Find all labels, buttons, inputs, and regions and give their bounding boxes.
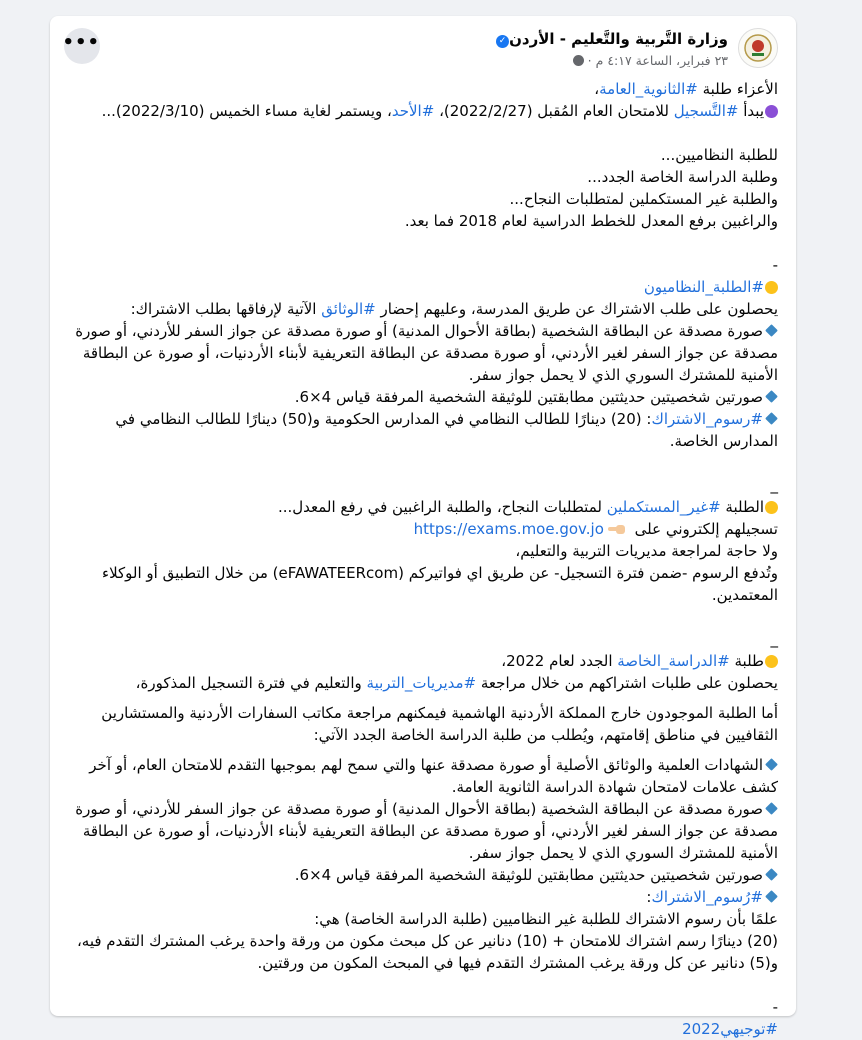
- hashtag-link[interactable]: #الطلبة_النظاميون: [643, 278, 764, 296]
- text-line: للطلبة النظاميين...: [660, 146, 778, 164]
- registration-line: [68, 100, 778, 122]
- section-heading: [68, 276, 778, 298]
- blue-diamond-icon: [765, 758, 778, 771]
- hashtag-link[interactable]: #مديريات_التربية: [366, 674, 477, 692]
- more-options-button[interactable]: •••: [64, 28, 100, 64]
- post-header: [50, 28, 796, 78]
- text: :: [646, 888, 652, 906]
- page-avatar[interactable]: [738, 28, 778, 68]
- text: الشهادات العلمية والوثائق الأصلية أو صورة مصدقة عنها والتي سمح لهم بموجبها التقدم للامتحان العام، أو آخر كشف علامات لامتحان شهادة الدراسة الثانوية العامة.: [89, 756, 778, 796]
- text-line: [68, 298, 778, 320]
- text: لمتطلبات النجاح، والطلبة الراغبين في رفع المعدل...: [277, 498, 607, 516]
- greeting-line: [68, 78, 778, 100]
- text-line: [68, 518, 778, 540]
- text: الطلبة: [720, 498, 764, 516]
- blue-diamond-icon: [765, 802, 778, 815]
- text-line: [68, 1018, 778, 1040]
- blue-diamond-icon: [765, 868, 778, 881]
- bullet-item: [68, 886, 778, 908]
- blue-diamond-icon: [765, 390, 778, 403]
- text: الأعزاء طلبة: [697, 80, 778, 98]
- globe-icon: [573, 55, 584, 66]
- post-body: [68, 78, 778, 1040]
- hashtag-link[interactable]: #رسوم_الاشتراك: [651, 410, 763, 428]
- page-name-text[interactable]: وزارة التَّربية والتَّعليم - الأردن: [509, 30, 728, 48]
- separator: -: [772, 256, 778, 274]
- text: طلبة: [729, 652, 764, 670]
- text-line: والطلبة غير المستكملين لمتطلبات النجاح...: [509, 190, 778, 208]
- blue-diamond-icon: [765, 324, 778, 337]
- yellow-circle-icon: [765, 501, 778, 514]
- page-name[interactable]: [491, 30, 728, 48]
- section-heading: [68, 650, 778, 672]
- hashtag-link[interactable]: #الأحد: [391, 102, 435, 120]
- text: ، ويستمر لغاية مساء الخميس (2022/3/10)...: [101, 102, 392, 120]
- text: صورة مصدقة عن البطاقة الشخصية (بطاقة الأحوال المدنية) أو صورة مصدقة عن جواز السفر للأردني، أو صورة مصدقة عن جواز السفر لغير الأردني، أو صورة مصدقة عن البطاقة التعريفية لأبناء الأردنيات، أو صورة عن البطاقة الأمنية للمشترك السوري الذي لا يحمل جواز سفر.: [75, 322, 778, 384]
- text: صورتين شخصيتين حديثتين مطابقتين للوثيقة الشخصية المرفقة قياس 4×6.: [294, 388, 763, 406]
- purple-circle-icon: [765, 105, 778, 118]
- text: صورة مصدقة عن البطاقة الشخصية (بطاقة الأحوال المدنية) أو صورة مصدقة عن جواز السفر للأردني، أو صورة مصدقة عن جواز السفر لغير الأردني، أو صورة مصدقة عن البطاقة التعريفية لأبناء الأردنيات، أو صورة عن البطاقة الأمنية للمشترك السوري الذي لا يحمل جواز سفر.: [75, 800, 778, 862]
- text: الجدد لعام 2022،: [501, 652, 618, 670]
- text: للامتحان العام المُقبل (2022/2/27)،: [434, 102, 674, 120]
- separator: -: [772, 998, 778, 1016]
- hashtag-link[interactable]: #التَّسجيل: [673, 102, 739, 120]
- pointing-hand-icon: [608, 523, 626, 535]
- text-line: علمًا بأن رسوم الاشتراك للطلبة غير النظاميين (طلبة الدراسة الخاصة) هي:: [314, 910, 778, 928]
- exam-portal-link[interactable]: https://exams.moe.gov.jo: [413, 520, 604, 538]
- text-line: (20) دينارًا رسم اشتراك للامتحان + (10) دنانير عن كل مبحث مكون من ورقة واحدة يرغب المشترك التقدم فيه، و(5) دنانير عن كل ورقة يرغب المشترك التقدم فيها في المبحث المكون من ورقتين.: [76, 932, 778, 972]
- post-meta: [569, 53, 728, 68]
- bullet-item: [68, 754, 778, 798]
- hashtag-link[interactable]: #الثانوية_العامة: [599, 80, 698, 98]
- text: الآتية لإرفاقها بطلب الاشتراك:: [130, 300, 322, 318]
- separator: _: [770, 476, 778, 494]
- section-heading: [68, 496, 778, 518]
- blue-diamond-icon: [765, 412, 778, 425]
- text-line: والراغبين برفع المعدل للخطط الدراسية لعام 2018 فما بعد.: [404, 212, 778, 230]
- text: : (20) دينارًا للطالب النظامي في المدارس الحكومية و(50) دينارًا للطالب النظامي في المدارس الخاصة.: [115, 410, 778, 450]
- text-line: [68, 672, 778, 694]
- text: ،: [594, 80, 600, 98]
- text: صورتين شخصيتين حديثتين مطابقتين للوثيقة الشخصية المرفقة قياس 4×6.: [294, 866, 763, 884]
- text-line: أما الطلبة الموجودون خارج المملكة الأردنية الهاشمية فيمكنهم مراجعة مكاتب السفارات الأردنية والمستشارين الثقافيين في مناطق إقامتهم، ويُطلب من طلبة الدراسة الخاصة الجدد الآتي:: [101, 704, 778, 744]
- text-line: ولا حاجة لمراجعة مديريات التربية والتعليم،: [515, 542, 778, 560]
- hashtag-link[interactable]: #توجيهي2022: [682, 1020, 778, 1038]
- bullet-item: [68, 864, 778, 886]
- text: يحصلون على طلبات اشتراكهم من خلال مراجعة: [476, 674, 778, 692]
- hashtag-link[interactable]: #الدراسة_الخاصة: [617, 652, 730, 670]
- text-line: وتُدفع الرسوم -ضمن فترة التسجيل- عن طريق اي فواتيركم (eFAWATEERcom) من خلال التطبيق أو الوكلاء المعتمدين.: [102, 564, 778, 604]
- text: والتعليم في فترة التسجيل المذكورة،: [135, 674, 367, 692]
- hashtag-link[interactable]: #الوثائق: [321, 300, 376, 318]
- yellow-circle-icon: [765, 281, 778, 294]
- post-card: [50, 16, 796, 1038]
- meta-dot: ·: [587, 53, 592, 68]
- text: يحصلون على طلب الاشتراك عن طريق المدرسة، وعليهم إحضار: [375, 300, 778, 318]
- bullet-item: [68, 408, 778, 452]
- yellow-circle-icon: [765, 655, 778, 668]
- text: تسجيلهم إلكتروني على: [629, 520, 778, 538]
- blue-diamond-icon: [765, 890, 778, 903]
- ministry-logo-icon: [743, 33, 773, 63]
- bullet-item: [68, 386, 778, 408]
- post-timestamp[interactable]: ٢٣ فبراير، الساعة ٤:١٧ م: [595, 53, 728, 68]
- text-line: وطلبة الدراسة الخاصة الجدد...: [587, 168, 778, 186]
- separator: _: [770, 630, 778, 648]
- verified-badge-icon: ✓: [496, 35, 509, 48]
- text: يبدأ: [738, 102, 764, 120]
- hashtag-link[interactable]: #رُسوم_الاشتراك: [651, 888, 763, 906]
- hashtag-link[interactable]: #غير_المستكملين: [606, 498, 721, 516]
- bullet-item: [68, 320, 778, 386]
- bullet-item: [68, 798, 778, 864]
